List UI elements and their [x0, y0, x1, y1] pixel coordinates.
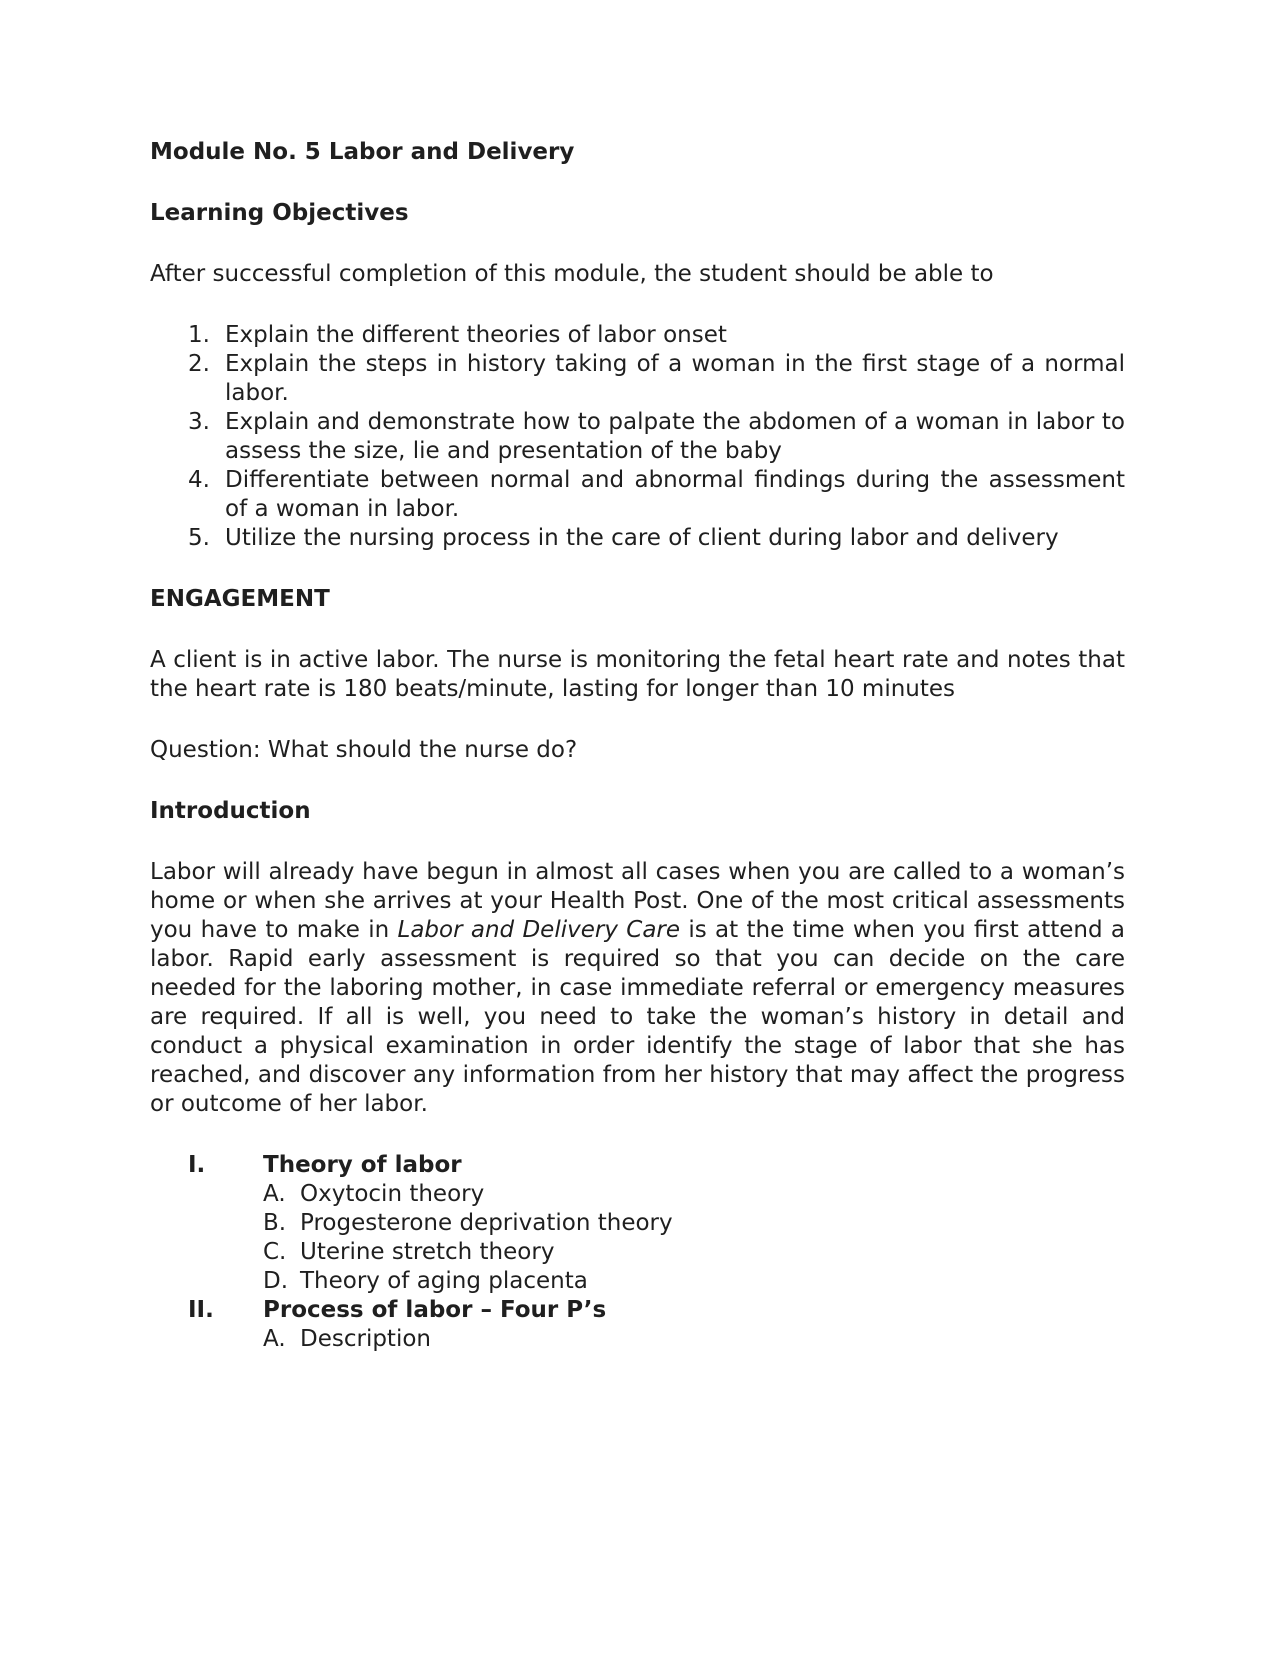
- outline-subitem: [150, 1267, 1125, 1296]
- introduction-paragraph: [150, 858, 1125, 1119]
- objective-text: Explain and demonstrate how to palpate the abdomen of a woman in labor to assess the size, lie and presentation of the baby: [225, 409, 1125, 464]
- objective-text: Differentiate between normal and abnormal findings during the assessment of a woman in labor.: [225, 467, 1125, 522]
- document-page: [150, 138, 1125, 1354]
- outline-section-title: Theory of labor: [263, 1152, 462, 1178]
- objective-item: [150, 524, 1125, 553]
- learning-objectives-intro: After successful completion of this module, the student should be able to: [150, 261, 994, 287]
- outline-section: [150, 1296, 1125, 1325]
- objective-number: 4.: [188, 467, 210, 493]
- outline-subitem: [150, 1238, 1125, 1267]
- objective-number: 3.: [188, 409, 210, 435]
- outline-subitem-text: Progesterone deprivation theory: [300, 1210, 673, 1236]
- objective-item: [150, 350, 1125, 408]
- learning-objectives-list: [150, 321, 1125, 553]
- objective-number: 2.: [188, 351, 210, 377]
- outline-subitem-letter: C.: [263, 1239, 287, 1265]
- engagement-scenario: A client is in active labor. The nurse is monitoring the fetal heart rate and notes that the heart rate is 180 beats/minute, lasting for longer than 10 minutes: [150, 647, 1125, 702]
- outline-subitem-letter: B.: [263, 1210, 287, 1236]
- objective-item: [150, 321, 1125, 350]
- objective-text: Utilize the nursing process in the care of client during labor and delivery: [225, 525, 1059, 551]
- outline-subitem-letter: A.: [263, 1326, 286, 1352]
- objective-text: Explain the different theories of labor onset: [225, 322, 727, 348]
- introduction-text-end: is at the time when you first attend a labor. Rapid early assessment is required so that you can decide on the care needed for the laboring mother, in case immediate referral or emergency measures are required. If all is well, you need to take the woman’s history in detail and conduct a physical examination in order identify the stage of labor that she has reached, and discover any information from her history that may affect the progress or outcome of her labor.: [150, 917, 1125, 1117]
- introduction-text-start: Labor will already have begun in almost all cases when you are called to a woman’s home or when she arrives at your Health Post. One of the most critical assessments you have to make in: [150, 859, 1125, 943]
- outline-section-number: I.: [188, 1152, 206, 1178]
- introduction-italic-term: Labor and Delivery Care: [397, 917, 681, 943]
- outline-section-title: Process of labor – Four P’s: [263, 1297, 607, 1323]
- outline-subitem-text: Description: [300, 1326, 431, 1352]
- outline-subitem-text: Theory of aging placenta: [300, 1268, 588, 1294]
- outline-subitem: [150, 1325, 1125, 1354]
- outline-subitem-letter: A.: [263, 1181, 286, 1207]
- objective-text: Explain the steps in history taking of a woman in the first stage of a normal labor.: [225, 351, 1125, 406]
- outline-section-number: II.: [188, 1297, 214, 1323]
- outline-subitem: [150, 1180, 1125, 1209]
- objective-item: [150, 408, 1125, 466]
- engagement-question: Question: What should the nurse do?: [150, 737, 578, 763]
- outline-subitem: [150, 1209, 1125, 1238]
- outline-section: [150, 1151, 1125, 1180]
- outline-subitem-text: Uterine stretch theory: [300, 1239, 555, 1265]
- document-title: Module No. 5 Labor and Delivery: [150, 139, 575, 165]
- outline-subitem-letter: D.: [263, 1268, 289, 1294]
- outline-subitem-text: Oxytocin theory: [300, 1181, 485, 1207]
- engagement-heading: ENGAGEMENT: [150, 586, 330, 612]
- objective-item: [150, 466, 1125, 524]
- learning-objectives-heading: Learning Objectives: [150, 200, 409, 226]
- objective-number: 5.: [188, 525, 210, 551]
- introduction-heading: Introduction: [150, 798, 311, 824]
- objective-number: 1.: [188, 322, 210, 348]
- course-outline: [150, 1151, 1125, 1354]
